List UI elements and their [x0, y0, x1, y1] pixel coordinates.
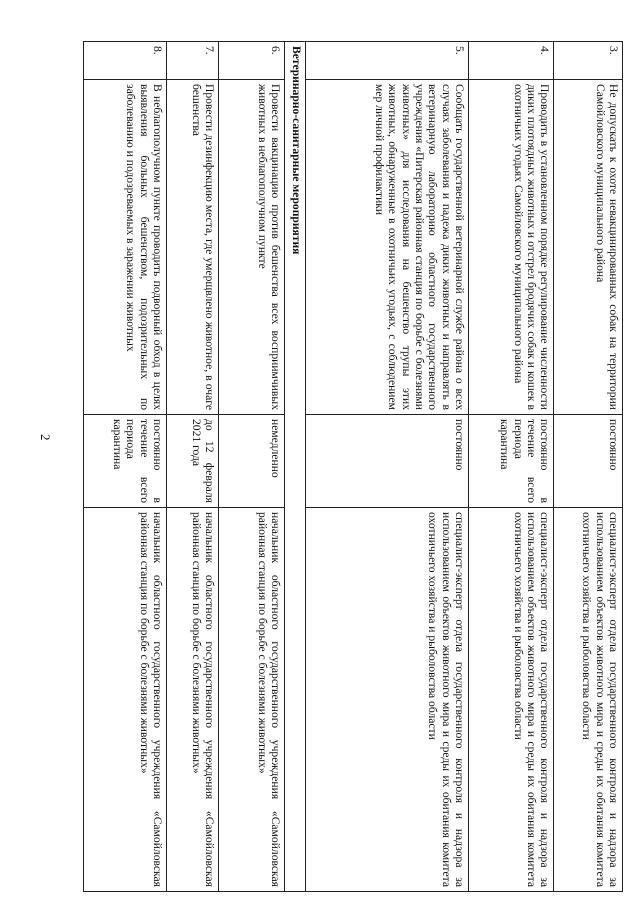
- table-row: [554, 42, 623, 892]
- rotated-table-frame: [83, 41, 623, 891]
- measures-table: [83, 41, 623, 892]
- event-cell: Сообщать государственной ветеринарной службе района о всех случаях заболевания и падежа диких животных и направлять в ветеринарную лабораторию областного государственного учреждения «Питерская районная станция по борьбе с болезнями животных» для исследования на бешенство трупы этих животных, обнаруженные в охотничьих угодьях, с соблюдением мер личной профилактики: [305, 80, 469, 415]
- event-cell: Не допускать к охоте невакцинированных собак на территории Самойловского муниципального района: [554, 80, 623, 415]
- table-row: [84, 42, 167, 892]
- row-number: 5.: [305, 42, 469, 80]
- term-cell: постоянно в течение всего периода карантина: [84, 415, 167, 508]
- event-cell: Провести вакцинацию против бешенства всех восприимчивых животных в неблагополучном пункте: [218, 80, 284, 415]
- responsible-cell: специалист-эксперт отдела государственного контроля и надзора за использованием объектов животного мира и среды их обитания комитета охотничьего хозяйства и рыболовства области: [554, 508, 623, 892]
- term-cell: постоянно в течение всего периода карантина: [469, 415, 554, 508]
- responsible-cell: начальник областного государственного учреждения «Самойловская районная станция по борьбе с болезнями животных»: [218, 508, 284, 892]
- row-number: 4.: [469, 42, 554, 80]
- event-cell: Провести дезинфекцию места, где умерщвлено животное, в очаге бешенства: [166, 80, 218, 415]
- row-number: 6.: [218, 42, 284, 80]
- responsible-cell: специалист-эксперт отдела государственного контроля и надзора за использованием объектов животного мира и среды их обитания комитета охотничьего хозяйства и рыболовства области: [305, 508, 469, 892]
- table-row: [218, 42, 284, 892]
- responsible-cell: начальник областного государственного учреждения «Самойловская районная станция по борьбе с болезнями животных»: [166, 508, 218, 892]
- section-title: Ветеринарно-санитарные мероприятия: [285, 42, 305, 892]
- table-row: [166, 42, 218, 892]
- term-cell: постоянно: [554, 415, 623, 508]
- table-row: [469, 42, 554, 892]
- event-cell: В неблагополучном пункте проводить подворный обход в целях выявления больных бешенством, подозрительных по заболеванию и подозреваемых в заражении животных: [84, 80, 167, 415]
- row-number: 7.: [166, 42, 218, 80]
- responsible-cell: специалист-эксперт отдела государственного контроля и надзора за использованием объектов животного мира и среды их обитания комитета охотничьего хозяйства и рыболовства области: [469, 508, 554, 892]
- row-number: 3.: [554, 42, 623, 80]
- table-row: [305, 42, 469, 892]
- responsible-cell: начальник областного государственного учреждения «Самойловская районная станция по борьбе с болезнями животных»: [84, 508, 167, 892]
- section-row: [285, 42, 305, 892]
- term-cell: немедленно: [218, 415, 284, 508]
- row-number: 8.: [84, 42, 167, 80]
- term-cell: постоянно: [305, 415, 469, 508]
- event-cell: Проводить в установленном порядке регулирование численности диких плотоядных животных и отстрел бродячих собак и кошек в охотничьих угодьях Самойловского муниципального района: [469, 80, 554, 415]
- term-cell: до 12 февраля 2021 года: [166, 415, 218, 508]
- page-number: 2: [38, 434, 53, 441]
